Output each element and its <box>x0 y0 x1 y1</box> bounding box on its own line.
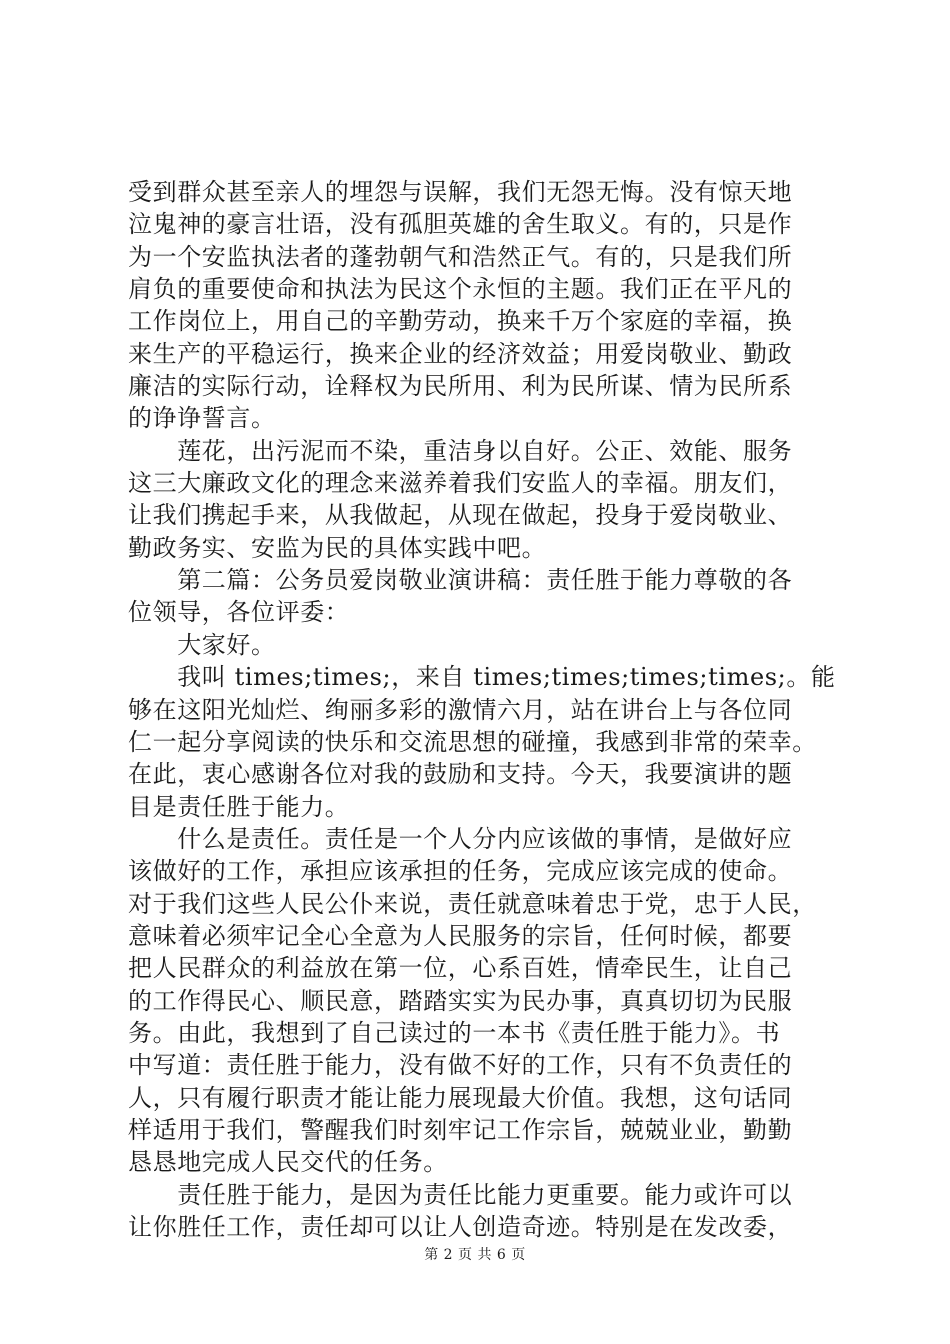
text-line: 廉洁的实际行动，诠释权为民所用、利为民所谋、情为民所系 <box>128 372 793 401</box>
text-line: 让你胜任工作，责任却可以让人创造奇迹。特别是在发改委， <box>128 1213 793 1241</box>
text-line: 在此，衷心感谢各位对我的鼓励和支持。今天，我要演讲的题 <box>128 760 793 789</box>
text-line: 我叫 times;times;，来自 times;times;times;times;。能 <box>128 663 836 692</box>
text-line: 目是责任胜于能力。 <box>128 792 350 821</box>
text-line: 这三大廉政文化的理念来滋养着我们安监人的幸福。朋友们， <box>128 469 793 498</box>
text-line: 的工作得民心、顺民意，踏踏实实为民办事，真真切切为民服 <box>128 986 793 1015</box>
text-line: 样适用于我们，警醒我们时刻牢记工作宗旨，兢兢业业，勤勤 <box>128 1115 793 1144</box>
section-heading-line: 位领导，各位评委： <box>128 598 350 627</box>
text-line: 仁一起分享阅读的快乐和交流思想的碰撞，我感到非常的荣幸。 <box>128 727 817 756</box>
text-line: 勤政务实、安监为民的具体实践中吧。 <box>128 533 547 562</box>
text-line: 把人民群众的利益放在第一位，心系百姓，情牵民生，让自己 <box>128 954 793 983</box>
text-line: 人，只有履行职责才能让能力展现最大价值。我想，这句话同 <box>128 1083 793 1112</box>
text-line: 恳恳地完成人民交代的任务。 <box>128 1148 448 1177</box>
text-line: 的诤诤誓言。 <box>128 404 276 433</box>
text-line: 务。由此，我想到了自己读过的一本书《责任胜于能力》。书 <box>128 1018 781 1047</box>
text-line: 让我们携起手来，从我做起，从现在做起，投身于爱岗敬业、 <box>128 501 793 530</box>
text-line: 中写道：责任胜于能力，没有做不好的工作，只有不负责任的 <box>128 1051 793 1080</box>
text-line: 该做好的工作，承担应该承担的任务，完成应该完成的使命。 <box>128 857 793 886</box>
text-line: 肩负的重要使命和执法为民这个永恒的主题。我们正在平凡的 <box>128 275 793 304</box>
text-line: 什么是责任。责任是一个人分内应该做的事情，是做好应 <box>128 824 793 853</box>
text-line: 莲花，出污泥而不染，重洁身以自好。公正、效能、服务 <box>128 436 793 465</box>
body-text <box>128 176 836 1243</box>
text-line: 为一个安监执法者的蓬勃朝气和浩然正气。有的，只是我们所 <box>128 242 793 271</box>
text-line: 泣鬼神的豪言壮语，没有孤胆英雄的舍生取义。有的，只是作 <box>128 210 793 239</box>
page-number-footer: 第 2 页 共 6 页 <box>424 1247 526 1263</box>
text-line: 工作岗位上，用自己的辛勤劳动，换来千万个家庭的幸福，换 <box>128 307 793 336</box>
greeting-line: 大家好。 <box>128 630 276 659</box>
text-line: 对于我们这些人民公仆来说，责任就意味着忠于党，忠于人民， <box>128 889 817 918</box>
text-line: 来生产的平稳运行，换来企业的经济效益；用爱岗敬业、勤政 <box>128 339 793 368</box>
text-line: 受到群众甚至亲人的埋怨与误解，我们无怨无悔。没有惊天地 <box>128 178 793 206</box>
text-line: 责任胜于能力，是因为责任比能力更重要。能力或许可以 <box>128 1180 793 1209</box>
text-line: 够在这阳光灿烂、绚丽多彩的激情六月，站在讲台上与各位同 <box>128 695 793 724</box>
section-heading-line: 第二篇：公务员爱岗敬业演讲稿：责任胜于能力尊敬的各 <box>128 566 793 595</box>
text-line: 意味着必须牢记全心全意为人民服务的宗旨，任何时候，都要 <box>128 921 793 950</box>
